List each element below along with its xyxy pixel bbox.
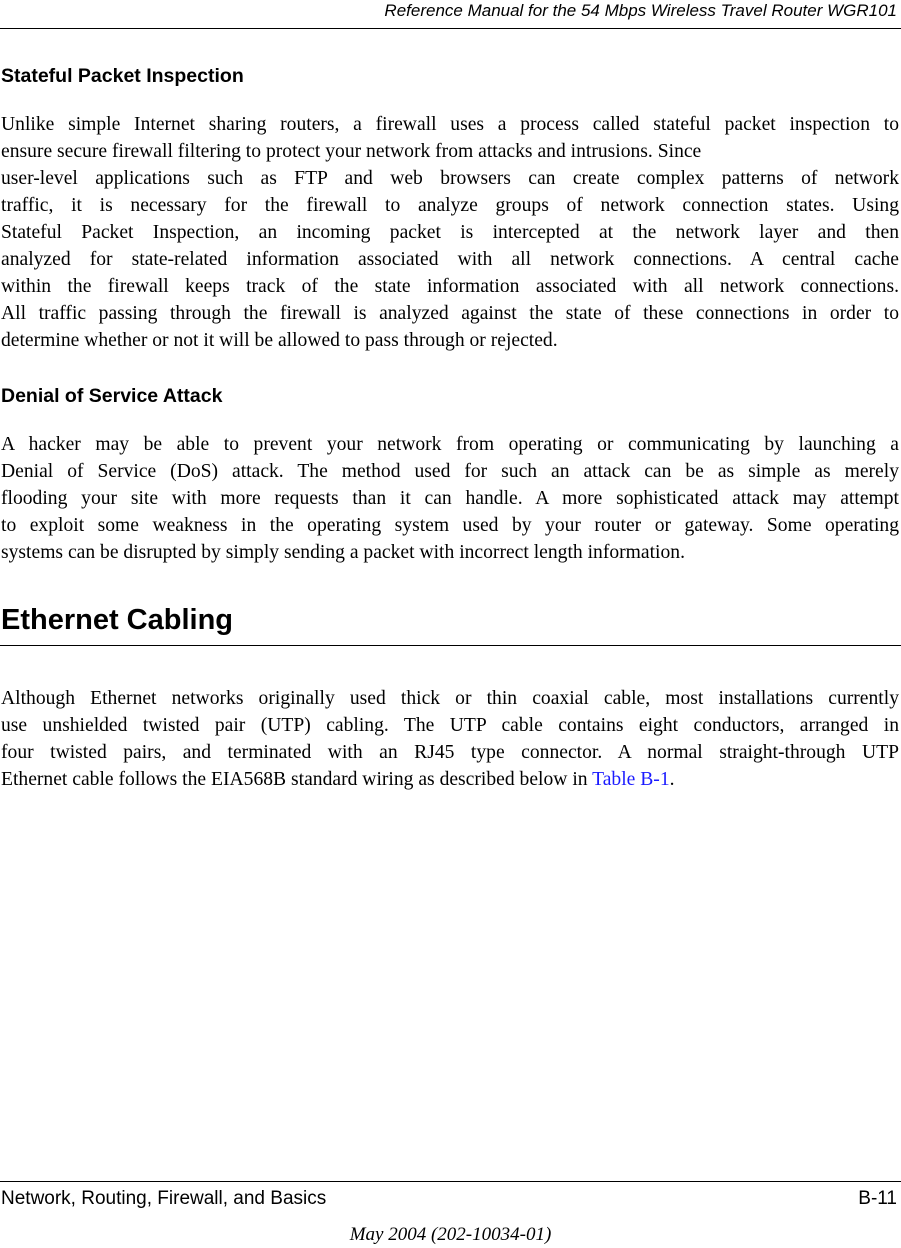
paragraph-line: to exploit some weakness in the operating system used by your router or gateway. Some operating (1, 515, 899, 536)
footer-rule (0, 1181, 901, 1182)
header-rule (0, 28, 901, 29)
paragraph-text: . (669, 769, 675, 790)
paragraph-line: systems can be disrupted by simply sending a packet with incorrect length information. (1, 542, 685, 563)
paragraph-line: Denial of Service (DoS) attack. The method used for such an attack can be as simple as merely (1, 461, 899, 482)
paragraph-stateful-packet-inspection (1, 111, 899, 354)
paragraph-line (1, 766, 899, 793)
heading-stateful-packet-inspection: Stateful Packet Inspection (1, 65, 244, 87)
paragraph-denial-of-service (1, 431, 899, 566)
paragraph-line: flooding your site with more requests than it can handle. A more sophisticated attack may attempt (1, 488, 899, 509)
paragraph-line: A hacker may be able to prevent your network from operating or communicating by launching a (1, 434, 899, 455)
paragraph-line: traffic, it is necessary for the firewall to analyze groups of network connection states. Using (1, 195, 899, 216)
paragraph-line: four twisted pairs, and terminated with an RJ45 type connector. A normal straight-through UTP (1, 742, 899, 763)
paragraph-line: determine whether or not it will be allowed to pass through or rejected. (1, 330, 558, 351)
paragraph-line: analyzed for state-related information associated with all network connections. A central cache (1, 249, 899, 270)
footer-date: May 2004 (202-10034-01) (349, 1224, 552, 1245)
footer-page-number: B-11 (858, 1188, 897, 1209)
running-header: Reference Manual for the 54 Mbps Wireless Travel Router WGR101 (384, 1, 897, 20)
footer-section-title: Network, Routing, Firewall, and Basics (1, 1188, 327, 1209)
paragraph-text: Ethernet cable follows the EIA568B standard wiring as described below in (1, 769, 593, 790)
paragraph-line: Stateful Packet Inspection, an incoming packet is intercepted at the network layer and then (1, 222, 899, 243)
section-rule (0, 645, 901, 646)
table-b1-link[interactable]: Table B-1 (592, 769, 670, 790)
paragraph-line: Although Ethernet networks originally used thick or thin coaxial cable, most installations currently (1, 688, 899, 709)
paragraph-ethernet-cabling (1, 685, 899, 793)
heading-ethernet-cabling: Ethernet Cabling (1, 604, 234, 636)
paragraph-line: All traffic passing through the firewall is analyzed against the state of these connections in order to (1, 303, 899, 324)
heading-denial-of-service: Denial of Service Attack (1, 385, 223, 407)
paragraph-line: Unlike simple Internet sharing routers, a firewall uses a process called stateful packet inspection to (1, 114, 899, 135)
paragraph-line: use unshielded twisted pair (UTP) cabling. The UTP cable contains eight conductors, arranged in (1, 715, 899, 736)
paragraph-line: user-level applications such as FTP and web browsers can create complex patterns of network (1, 168, 899, 189)
paragraph-line: ensure secure firewall filtering to protect your network from attacks and intrusions. Since (1, 141, 702, 162)
paragraph-line: within the firewall keeps track of the state information associated with all network connections. (1, 276, 899, 297)
